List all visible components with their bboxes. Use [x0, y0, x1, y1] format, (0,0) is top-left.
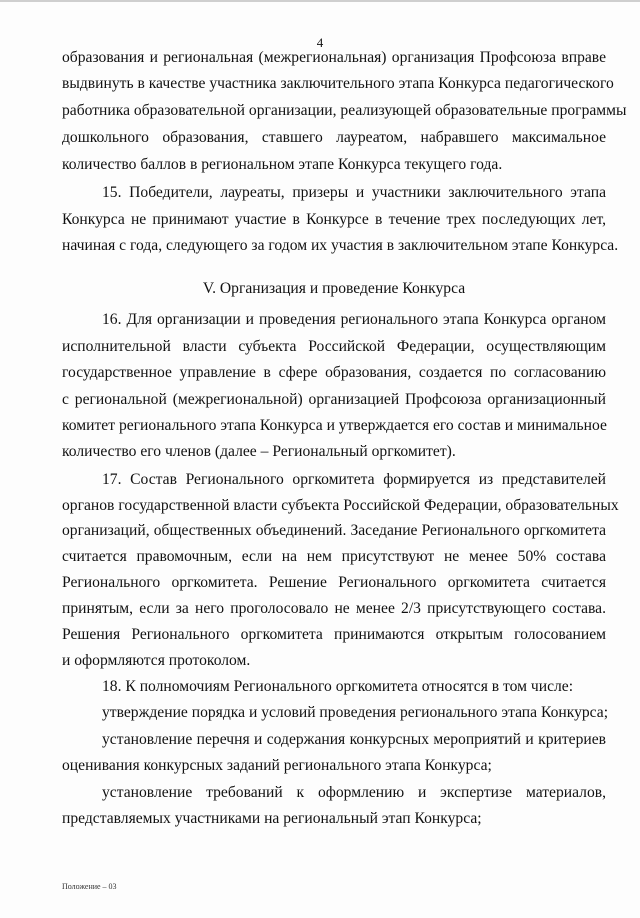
list-item: утверждение порядка и условий проведения регионального этапа Конкурса;	[102, 704, 609, 721]
text-line: Решения Регионального оргкомитета принимаются открытым голосованием	[62, 626, 606, 643]
paragraph-18-start: 18. К полномочиям Регионального оргкомитета относятся в том числе:	[102, 678, 574, 695]
page-number: 4	[316, 35, 324, 50]
text-line: оценивания конкурсных заданий регионального этапа Конкурса;	[62, 757, 492, 774]
text-line: и оформляются протоколом.	[62, 652, 251, 669]
text-line: принятым, если за него проголосовало не менее 2/3 присутствующего состава.	[62, 600, 606, 617]
text-line: количество его членов (далее – Региональный оргкомитет).	[62, 443, 456, 460]
section-heading: V. Организация и проведение Конкурса	[202, 280, 466, 297]
paragraph-15-start: 15. Победители, лауреаты, призеры и участники заключительного этапа	[102, 184, 606, 201]
text-line: работника образовательной организации, реализующей образовательные программы	[62, 102, 627, 119]
text-line: образования и региональная (межрегиональная) организация Профсоюза вправе	[62, 49, 606, 66]
text-line: выдвинуть в качестве участника заключительного этапа Конкурса педагогического	[62, 75, 614, 92]
text-line: исполнительной власти субъекта Российской Федерации, осуществляющим	[62, 338, 606, 355]
list-item: установление перечня и содержания конкурсных мероприятий и критериев	[102, 731, 606, 748]
text-line: Регионального оргкомитета. Решение Регионального оргкомитета считается	[62, 574, 606, 591]
text-line: государственное управление в сфере образования, создается по согласованию	[62, 364, 606, 381]
paragraph-16-start: 16. Для организации и проведения регионального этапа Конкурса органом	[102, 311, 606, 328]
text-line: организаций, общественных объединений. Заседание Регионального оргкомитета	[62, 522, 606, 539]
text-line: органов государственной власти субъекта Российской Федерации, образовательных	[62, 497, 619, 514]
text-line: Конкурса не принимают участие в Конкурсе в течение трех последующих лет,	[62, 211, 606, 228]
paragraph-17-start: 17. Состав Регионального оргкомитета формируется из представителей	[102, 471, 606, 488]
footer-note: Положение – 03	[62, 882, 117, 891]
text-line: представляемых участниками на региональный этап Конкурса;	[62, 810, 482, 827]
text-line: начиная с года, следующего за годом их участия в заключительном этапе Конкурса.	[62, 237, 619, 254]
text-line: с региональной (межрегиональной) организацией Профсоюза организационный	[62, 391, 606, 408]
text-line: дошкольного образования, ставшего лауреатом, набравшего максимальное	[62, 129, 606, 146]
text-line: считается правомочным, если на нем присутствуют не менее 50% состава	[62, 548, 606, 565]
text-line: количество баллов в региональном этапе Конкурса текущего года.	[62, 156, 503, 173]
list-item: установление требований к оформлению и экспертизе материалов,	[102, 784, 606, 801]
text-line: комитет регионального этапа Конкурса и утверждается его состав и минимальное	[62, 417, 607, 434]
